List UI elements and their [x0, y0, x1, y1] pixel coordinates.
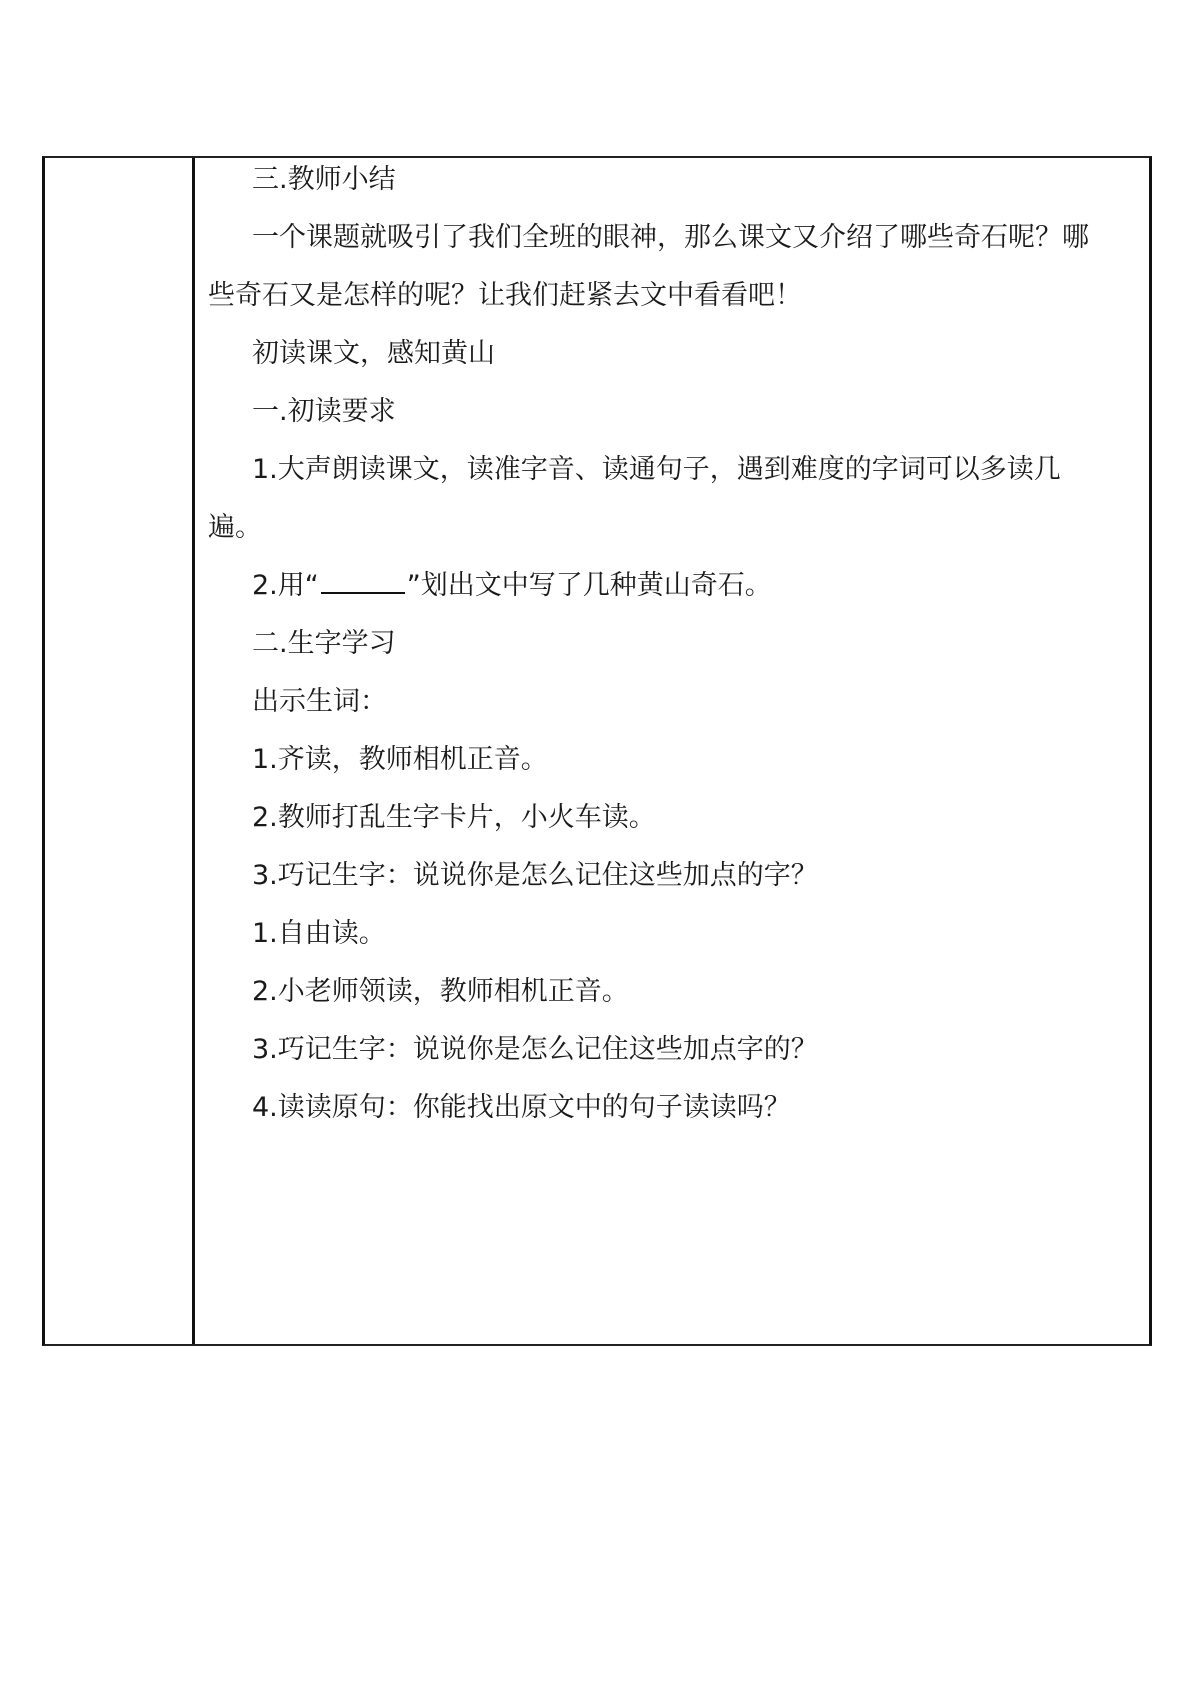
step-item: 4.读读原句：你能找出原文中的句子读读吗？: [252, 1092, 791, 1123]
requirement-1-line-2: 遍。: [208, 512, 262, 543]
step-item: 2.小老师领读，教师相机正音。: [252, 976, 629, 1007]
step-item: 1.自由读。: [252, 918, 386, 949]
left-column-cell: [45, 158, 195, 1344]
show-words-label: 出示生词：: [252, 686, 387, 717]
right-column-cell: [198, 158, 1149, 1344]
step-item: 3.巧记生字：说说你是怎么记住这些加点字的？: [252, 1034, 818, 1065]
summary-paragraph-line-2: 些奇石又是怎样的呢？让我们赶紧去文中看看吧！: [208, 280, 802, 311]
first-read-heading: 初读课文，感知黄山: [252, 338, 495, 369]
lesson-table: [42, 156, 1152, 1346]
step-item: 3.巧记生字：说说你是怎么记住这些加点的字？: [252, 860, 818, 891]
fill-in-blank-underline: [321, 566, 405, 594]
summary-heading: 三.教师小结: [252, 164, 396, 195]
requirement-1-line-1: 1.大声朗读课文，读准字音、读通句子，遇到难度的字词可以多读几: [252, 454, 1061, 485]
step-item: 1.齐读，教师相机正音。: [252, 744, 548, 775]
new-words-heading: 二.生字学习: [252, 628, 396, 659]
step-item: 2.教师打乱生字卡片，小火车读。: [252, 802, 656, 833]
requirements-heading: 一.初读要求: [252, 396, 396, 427]
summary-paragraph-line-1: 一个课题就吸引了我们全班的眼神，那么课文又介绍了哪些奇石呢？哪: [252, 222, 1089, 253]
requirement-2-prefix: 2.用“: [252, 570, 319, 601]
requirement-2: [252, 566, 1149, 606]
requirement-2-suffix: ”划出文中写了几种黄山奇石。: [406, 570, 772, 601]
